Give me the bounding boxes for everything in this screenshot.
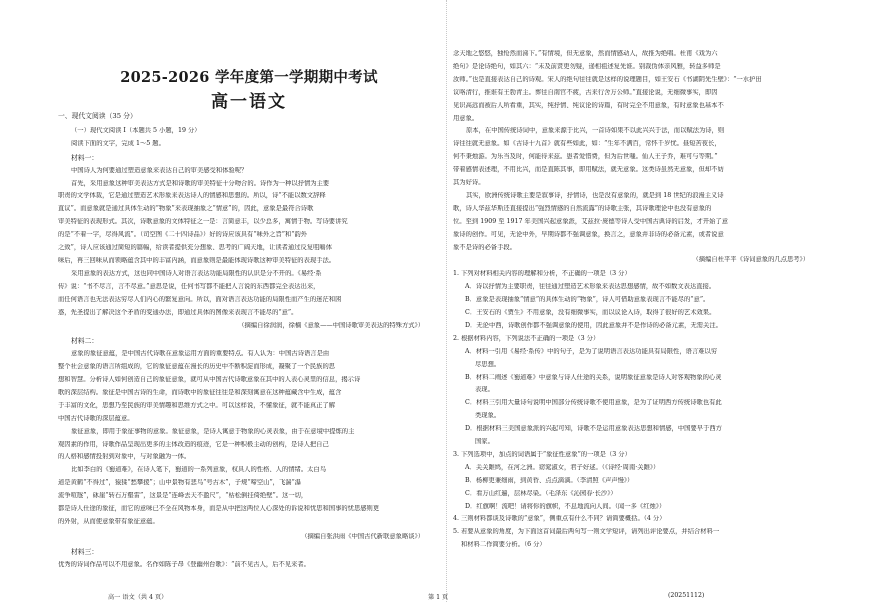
text-line: B．意象是表现抽象“情意”的具体生动的“物象”，诗人可借助意象表现言不能尽的“意”。	[465, 296, 710, 304]
subject-title: 高一语文	[211, 92, 287, 112]
text-line: 3. 下列选项中，加点的词语属于“象征性意象”的一项是（3 分）	[453, 450, 631, 458]
text-line: 绝句》是论诗绝句，如其六：“未及前贤更勿疑，递相祖述复先谁。别裁伪体亲风雅，转益多师是	[453, 62, 721, 70]
text-line: 意象的象征意蕴，是中国古代诗歌在意象运用方面的重要特点。有人认为：中国古诗语言是由	[71, 350, 330, 358]
text-line: 念天地之悠悠，独怆然而涕下。”有情境，但无意象，然而情感动人，故推为绝唱。杜甫《戏为六	[453, 50, 718, 57]
text-line: C．王安石的《贾生》不用意象，没有细微事实，而以议论入诗，取得了很好的艺术效果。	[465, 309, 716, 316]
right-column	[453, 0, 825, 602]
text-line: 传》说：“书不尽言，言不尽意。”意思是说，任何书写都不能把人言说的东西都完全表达出来，	[58, 282, 320, 290]
text-line: 歌，诗人华兹华斯还直接提出“强烈情感的自然流露”的诗歌主张，其诗歌理论中也没有意象的	[453, 204, 712, 212]
text-line: A．关关雎鸠，在河之洲。窈窕淑女，君子好逑。（《诗经·周南·关雎》）	[465, 463, 660, 471]
text-line: 何不秉烛游。为乐当及时，何能待来兹。愚者爱惜费，但为后世嗤。仙人王子乔，难可与等期。”	[453, 153, 718, 161]
text-line: D．根据材料三美国意象派的兴起可知，诗歌不是运用意象表达思想和情感，中国要早于西方	[465, 425, 722, 433]
text-line: 流争喧豗”，砯崖“转石万壑雷”，这景是“连峰去天不盈尺”，“枯松倒挂倚绝壁”。这一切，	[58, 492, 308, 500]
text-line: 象诗的创作。可见，无论中外，早期诗都不强调意象，换言之，意象并非诗的必备元素，或者说意	[453, 230, 724, 238]
text-line: 味后，再三回味从而领略蕴含其中的丰富内涵，而意象则是最能体现诗歌这种审美特征的表现手法。	[58, 256, 336, 264]
text-line: 材料二：	[71, 337, 99, 346]
fold-line	[446, 0, 447, 602]
text-line: 阅读下面的文字，完成 1～5 题。	[71, 139, 165, 147]
text-line: 材料一：	[71, 153, 99, 162]
text-line: 歌的深层结构。象征是中国古诗的生命，而诗歌中的象征往往是和深刻寓意在这种蕴藏含中生成，蕴含	[58, 388, 342, 396]
text-line: A．诗以抒情为主要职责，往往通过塑造艺术形象来表达思想感情，故不如数文表达直接。	[465, 283, 716, 291]
text-line: 材料三：	[71, 547, 99, 556]
text-line: 5. 若要从意象的角度，为下面这首词最后两句写一则文学短评，请列出评论要点，并结合材料一	[453, 528, 720, 536]
text-line: 的是“不着一字，尽得风流”。（司空图《二十四诗品》）好的诗应该具有“味外之旨”和“韵外	[58, 231, 308, 239]
text-line: 而任何语言也无法表达穷尽人们内心的繁复意向。所以，面对语言表达功能的局限性而产生的迷茫和困	[58, 295, 342, 303]
text-line: 直议”。而意象就是通过具体生动的“物象”来表现抽象之“情意”的，因此，意象是最符合诗歌	[58, 205, 314, 213]
text-line: A．材料一引用《易经·系传》中的句子，是为了说明语言表达功能具有局限性，语言难以穷	[465, 347, 718, 355]
text-line: 道是黄鹤“不得过”，猿猱“愁攀援”；山中景物有悲鸟“号古木”，子规“啼空山”，飞湍“瀑	[58, 479, 302, 487]
text-line: 采用意象的表达方式，这也同中国诗人对语言表达功能局限性的认识是分不开的。《易经·系	[71, 269, 322, 277]
text-line: B．材料二阐述《蜀道难》中意象与诗人仕途的关系，说明象征意象是诗人对客观物象的心灵	[465, 373, 722, 381]
text-line: 一、现代文阅读（35 分）	[58, 112, 137, 120]
text-line: 用意象。	[453, 114, 479, 122]
text-line: 类现象。	[475, 412, 501, 420]
exam-title: 2025-2026 学年度第一学期期中考试	[120, 69, 378, 86]
text-line: 优秀的诗词作品可以不用意象。名作如陈子昂《登幽州台歌》：“前不见古人，后不见来者。	[58, 560, 310, 568]
text-line: 原本，在中国传统诗词中，意象来源于比兴，一首诗如果不以此兴兴于法，而以赋法为诗，则	[466, 127, 725, 135]
text-line: 1. 下列对材料相关内容的理解和分析，不正确的一项是（3 分）	[453, 270, 631, 278]
text-line: 位。至到 1909 至 1917 年美国兴起意象派，艾兹拉·庞德等诗人受中国古典诗的启发，才开始了意	[453, 217, 729, 225]
left-column	[58, 0, 440, 602]
text-line: B．杨柳更兼细雨，到黄昏、点点滴滴。（李清照《声声慢》）	[465, 476, 634, 484]
text-line: 象征意象，即用于象征事物的意象。象征意象，是诗人寓意于物象的心灵表象，由于在意境中提炼的主	[71, 427, 355, 435]
text-line: （摘编自杜平平《诗词意象的几点思考》）	[692, 256, 809, 264]
footer-page-number: 第 1 页	[428, 594, 449, 601]
text-line: 议咯清行，推谁有王勃青主。葬往自南官不疲，古来行舍万公师。”直接论说，无细微事实，即因	[453, 88, 718, 96]
text-line: 于丰富的文化，思想乃至民族的审美情趣和思维方式之中。可以这样说，不懂象征，就不能真正了解	[58, 401, 336, 409]
text-line: 中国古代诗歌的深层蕴意。	[58, 414, 134, 422]
text-line: 都是诗人仕途的象征，而它的意味已不全在风物本身，而是从中把这两位人心深处的诉说和忧思和国事的忧思感则更	[58, 505, 380, 512]
text-line: 观因素的作用，诗歌作品呈现出更多的主体改造的痕迹，它是一种积极主动的创构，是诗人把自己	[58, 440, 329, 448]
text-line: 4. 三则材料都谈及诗歌的“意象”，侧重点有什么不同？请简要概括。（4 分）	[453, 515, 666, 523]
text-line: 象不是诗的必备手段。	[453, 243, 516, 251]
text-line: 和材料二作简要分析。（6 分）	[461, 541, 546, 549]
text-line: 其实，欧洲传统诗歌主要是叙事诗，抒情诗，也是没有意象的，就是到 18 世纪的浪漫主义诗	[466, 191, 724, 199]
text-line: 尽思想。	[475, 360, 501, 368]
text-line: 的人格和感情投射到对象中，与对象融为一体。	[58, 453, 191, 461]
text-line: （摘编自徐润润，徐楠《意象——中国诗歌审美表达的特殊方式》）	[238, 322, 424, 330]
text-line: 职责的文学体裁，它是通过塑造艺术形象来表达诗人的情感和思想的。所以，诗“不能以数文辞释	[58, 192, 326, 200]
footer-code: (20251112)	[668, 592, 705, 599]
text-line: 整个社会意象的语言所组成的，它的象征意蕴在漫长的历史中不断积淀而形成，凝聚了一个民族的思	[58, 363, 336, 371]
text-line: 其为好诗。	[453, 179, 485, 186]
text-line: 之致”，诗人应该通过简短的篇幅，给读者提供充分想象、思考的广阔天地，让读者通过反复咀嚼体	[58, 244, 332, 251]
text-line: D．红旗啊！流吧！请将你的旗帜，不息地流向人间。（闻一多《红烛》）	[465, 502, 666, 510]
footer-subject: 高一 语文（共 4 页）	[108, 594, 168, 601]
text-line: 比如李白的《蜀道难》，在诗人笔下，蜀道的一系列意象，权具人的性格、人的情绪。太白鸟	[71, 466, 327, 474]
text-line: （一）现代文阅读 I（本题共 5 小题，19 分）	[71, 126, 201, 134]
text-line: （摘编自张洪雨《中国古代新联意象略谈》）	[301, 532, 424, 540]
text-line: 中国诗人为何要通过塑造意象来表达自己的审美感受和体验呢？	[71, 166, 248, 174]
text-line: 2. 根据材料内容，下列说法不正确的一项是（3 分）	[453, 334, 600, 342]
text-line: 惑，先圣提出了解决这个矛盾的变通办法，即通过具体的图像来表现言不能尽的“意”。	[58, 308, 298, 316]
text-line: 见识高远而被后人所看重，其实，纯抒情、纯议论的诗篇，有时完全不用意象，有时意象也基本不	[453, 101, 724, 109]
text-line: 审美特征的表现形式。其次，诗歌意象的文体特征之一是：言简意丰，以少总多，寓情于物。写诗要讲究	[58, 218, 348, 226]
text-line: 汝师。”也是直接表达自己的诗观。宋人的绝句往往就是这样的说理题目，如王安石《书湖阴先生壁》：“一水护田	[453, 75, 762, 83]
text-line: C．材料三引用大量诗句说明中国部分传统诗歌不使用意象，是为了证明西方传统诗歌也有此	[465, 399, 722, 407]
text-line: 的外射，从而使意象带有象征意蕴。	[58, 517, 159, 525]
text-line: 国家。	[475, 438, 494, 445]
text-line: 带着感情表述理，不用比兴，而是直陈其事，即用赋法，就无意象。这类诗虽然无意象，但却不妨	[453, 166, 724, 174]
text-line: 想和智慧。分析诗人如何创造自己的象征意象，就可从中国古代诗歌意象在其中的人表心灵里的信息，揭示诗	[58, 376, 361, 383]
text-line: D．无论中西，诗歌创作都不强调意象的使用，因此意象并不是作诗的必备元素，无需关注。	[465, 321, 722, 329]
text-line: C．看万山红遍，层林尽染。（毛泽东《沁园春·长沙》）	[465, 489, 617, 497]
text-line: 表现。	[475, 386, 494, 394]
text-line: 诗往往就无意象。如《古诗十九首》就有些如此，如：“生年不满百，常怀千岁忧。昼短苦夜长，	[453, 140, 721, 148]
text-line: 首先，采用意象这种审美表达方式是和诗歌的审美特征十分吻合的。诗作为一种以抒情为主要	[71, 179, 330, 187]
